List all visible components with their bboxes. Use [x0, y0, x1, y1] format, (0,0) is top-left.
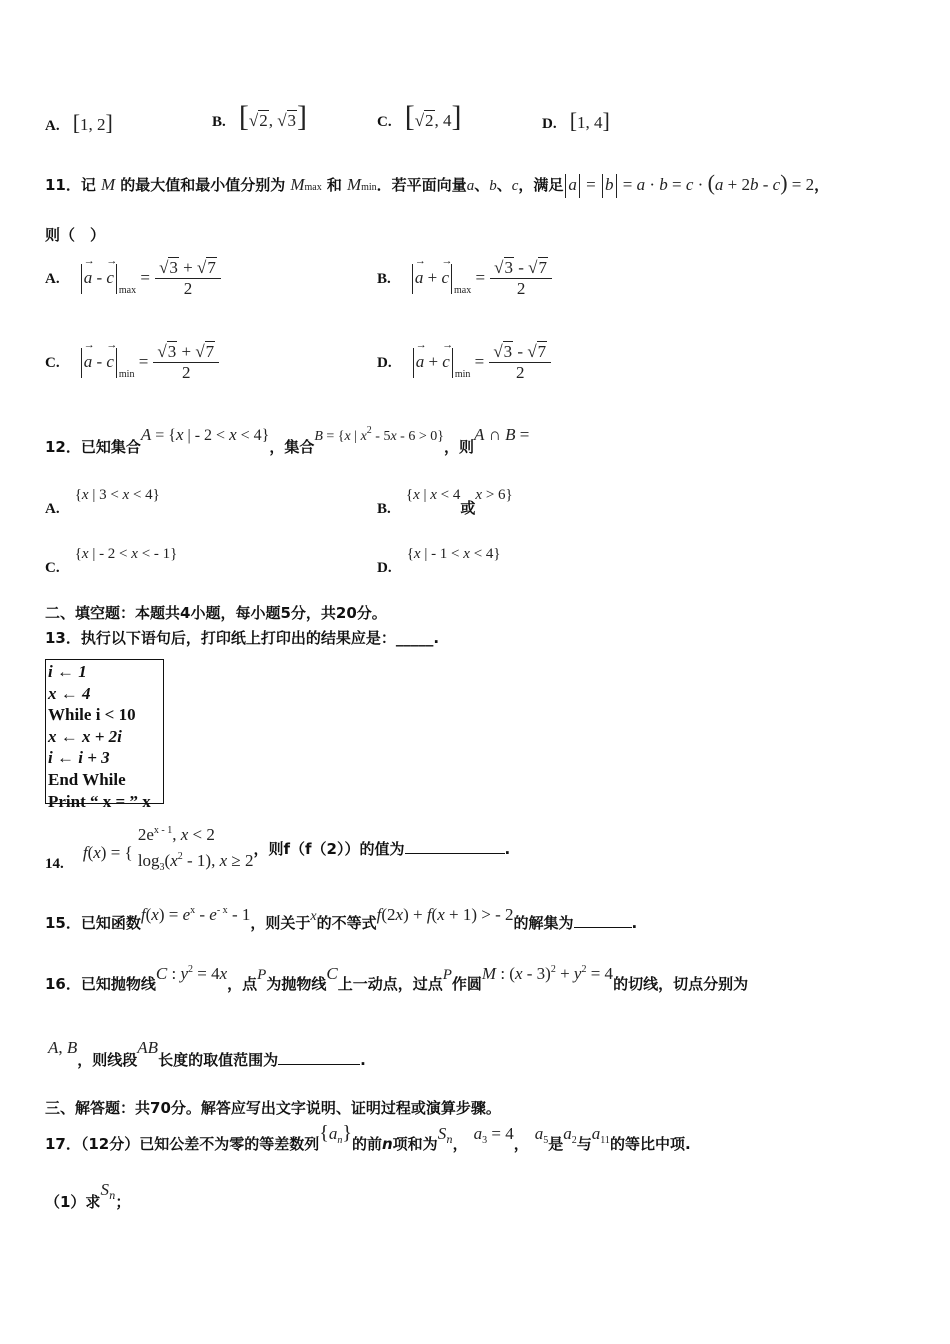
q15-stem: 15．已知函数$f(x) = e^x - e^{- x} - 1$，则关于x的不等式f(2x) + f(x + 1) > - 2的解集为 . — [45, 905, 638, 932]
q10-option-c: C. [√2, 4] — [377, 100, 462, 133]
q17-part-1: （1）求$S_n$； — [45, 1180, 131, 1211]
q11-option-c: C. → a - → $c_{min}$ = $\frac{√3 + √7}{2}$ — [45, 342, 219, 383]
q11-option-a: A. → a - → $c_{max}$ = $\frac{√3 + √7}{2}$ — [45, 258, 221, 299]
q13-stem: 13．执行以下语句后，打印纸上打印出的结果应是：_____. — [45, 629, 440, 647]
q11-stem: 11．记 M 的最大值和最小值分别为 Mmax 和 Mmin．若平面向量a、b、c，满足 a = b = a · b = c · (a + 2b - c) = 2， — [45, 170, 829, 198]
section-3-heading: 三、解答题：共70分。解答应写出文字说明、证明过程或演算步骤。 — [45, 1099, 501, 1117]
section-2-heading: 二、填空题：本题共4小题，每小题5分，共20分。 — [45, 604, 387, 622]
code-line: Print “ x = ” x — [48, 791, 151, 811]
q12-stem: 12．已知集合A = {x | - 2 < x < 4}，集合B = {x | $x^2 - 5x - 6 > 0$}，则A ∩ B = — [45, 425, 530, 456]
code-line: i ← 1 — [48, 662, 87, 681]
q12-option-c: C. {x | - 2 < x < - 1} — [45, 546, 178, 576]
q13-code-box — [45, 659, 164, 811]
code-line: i ← i + 3 — [48, 748, 110, 768]
q10-option-a: A. [1, 2] — [45, 110, 113, 135]
q16-stem: 16．已知抛物线C : $y^2 = 4x$，点P为抛物线C上一动点，过点P作圆M : $(x - 3)^2 + y^2 = 4$的切线，切点分别为 — [45, 964, 749, 993]
q11-then: 则（ ） — [45, 226, 106, 244]
q12-option-a: A. {x | 3 < x < 4} — [45, 487, 160, 517]
code-line: x ← x + 2i — [48, 726, 122, 746]
q14-stem: 14. f(x) = { $2e^{x - 1}$, x < 2 $\log_3(x^2 - 1)$, x ≥ 2 ，则f（f（2））的值为 . — [45, 825, 511, 873]
q12-option-d: D. {x | - 1 < x < 4} — [377, 546, 501, 576]
q12-option-b: B. {x | x < 4或x > 6} — [377, 487, 513, 517]
code-line: While i < 10 — [48, 705, 136, 725]
q10-option-b: B. [√2, √3] — [212, 100, 308, 133]
q11-option-b: B. → a + → $c_{max}$ = $\frac{√3 - √7}{2}$ — [377, 258, 552, 299]
code-line: End While — [48, 769, 126, 789]
code-line: x ← 4 — [48, 683, 91, 703]
q16-stem-cont: A, B，则线段AB长度的取值范围为 . — [48, 1038, 366, 1069]
q11-option-d: D. → a + → $c_{min}$ = $\frac{√3 - √7}{2}$ — [377, 342, 551, 383]
q17-stem: 17．（12分）已知公差不为零的等差数列$\{a_n\}$的前n项和为$S_n$，$a_3 = 4$，$a_5$是$a_2$与$a_{11}$的等比中项. — [45, 1122, 691, 1153]
q10-option-d: D. [1, 4] — [542, 108, 610, 133]
